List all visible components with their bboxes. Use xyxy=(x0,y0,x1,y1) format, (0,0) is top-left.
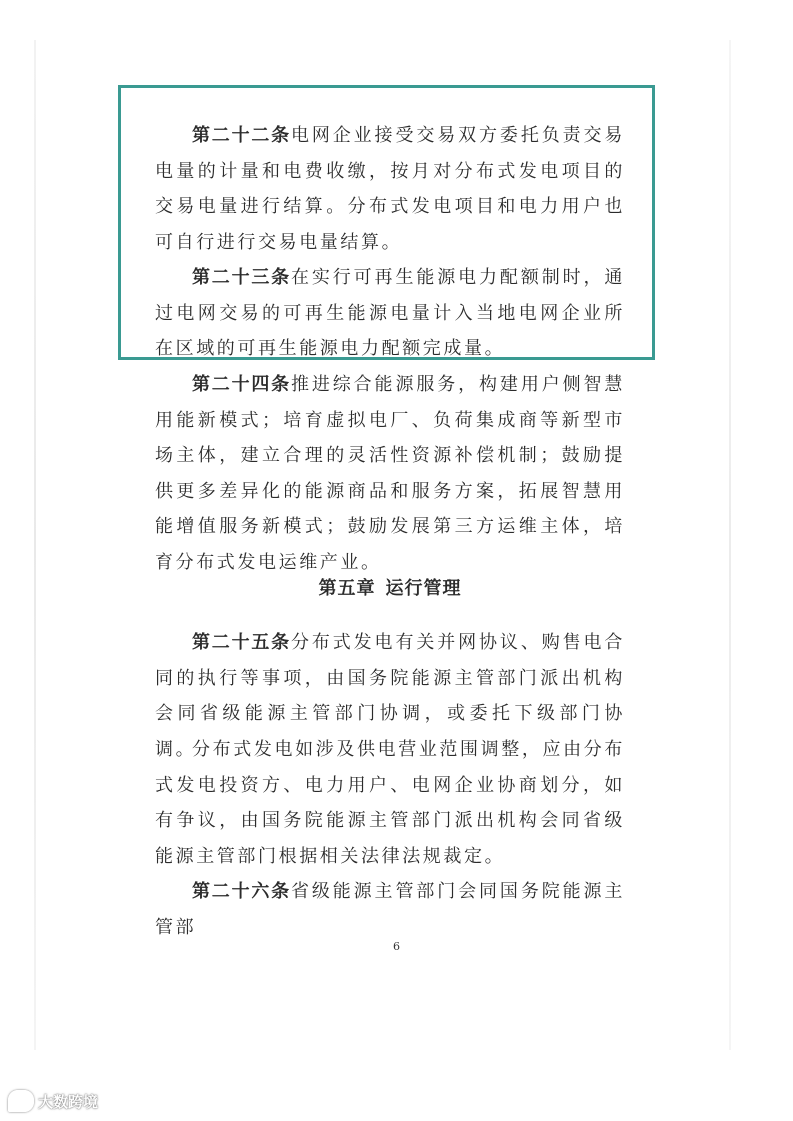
article-text: 推进综合能源服务，构建用户侧智慧用能新模式；培育虚拟电厂、负荷集成商等新型市场主体，建立合理的灵活性资源补偿机制；鼓励提供更多差异化的能源商品和服务方案，拓展智慧用能增值服务新模式；鼓励发展第三方运维主体，培育分布式发电运维产业。 xyxy=(155,374,626,573)
paragraph-article-24 xyxy=(155,367,625,580)
scan-edge-right xyxy=(729,40,731,1050)
paragraph-text: 分布式发电如涉及供电营业范围调整，应由分布式发电投资方、电力用户、电网企业协商划分，如有争议，由国务院能源主管部门派出机构会同省级能源主管部门根据相关法律法规裁定。 xyxy=(155,739,625,867)
paragraph-article-22 xyxy=(155,118,625,260)
watermark-text: 大数跨境 xyxy=(38,1092,99,1111)
article-text: 省级能源主管部门会同国务院能源主管部 xyxy=(155,881,626,938)
watermark-logo-icon xyxy=(8,1090,34,1112)
page-number: 6 xyxy=(393,940,400,953)
article-number: 第二十五条 xyxy=(192,632,291,653)
chapter-heading xyxy=(155,574,625,600)
article-text: 电网企业接受交易双方委托负责交易电量的计量和电费收缴，按月对分布式发电项目的交易电量进行结算。分布式发电项目和电力用户也可自行进行交易电量结算。 xyxy=(155,125,626,253)
article-number: 第二十四条 xyxy=(192,374,291,395)
article-number: 第二十六条 xyxy=(192,881,291,902)
chapter-title: 运行管理 xyxy=(385,578,462,599)
article-text: 在实行可再生能源电力配额制时，通过电网交易的可再生能源电量计入当地电网企业所在区域的可再生能源电力配额完成量。 xyxy=(155,267,626,359)
article-number: 第二十二条 xyxy=(192,125,291,146)
article-number: 第二十三条 xyxy=(192,267,291,288)
watermark xyxy=(8,1090,98,1112)
paragraph-article-26 xyxy=(155,874,625,945)
paragraph-article-23 xyxy=(155,260,625,367)
paragraph-supply-area xyxy=(155,732,625,874)
chapter-number: 第五章 xyxy=(318,578,376,599)
article-text: 分布式发电有关并网协议、购售电合同的执行等事项，由国务院能源主管部门派出机构会同省级能源主管部门协调，或委托下级部门协调。 xyxy=(155,632,626,760)
scan-edge-left xyxy=(34,40,36,1050)
